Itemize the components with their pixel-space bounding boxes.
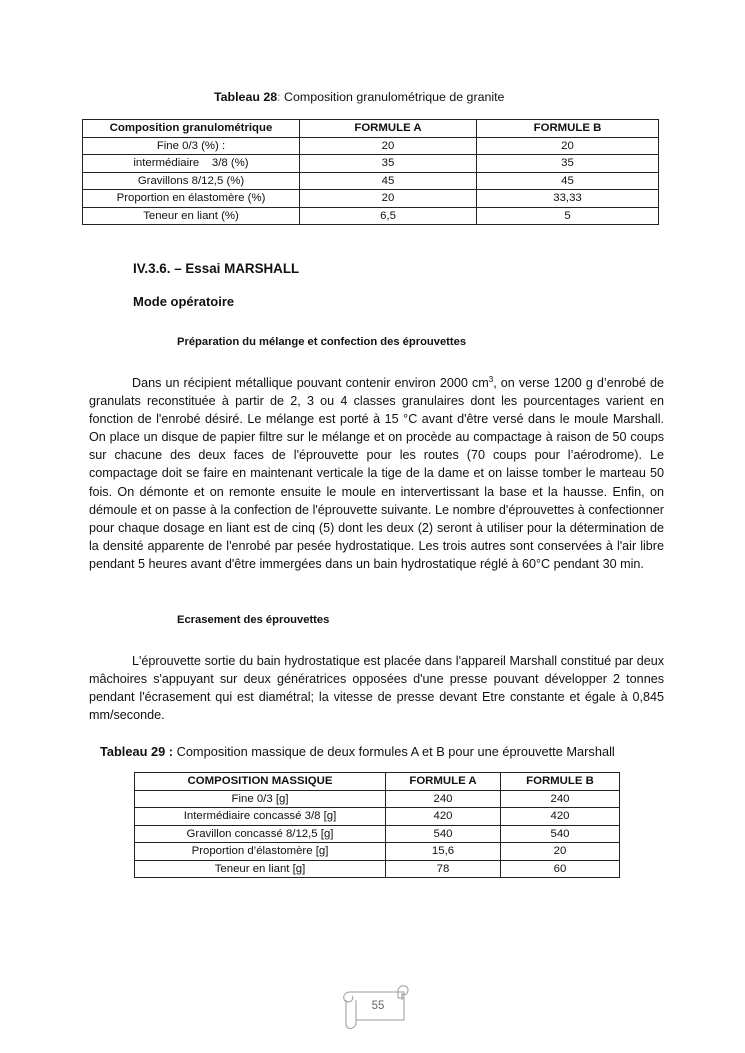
- table-cell: 78: [386, 860, 501, 878]
- table-row: [83, 207, 659, 225]
- paragraph-text: L'éprouvette sortie du bain hydrostatique est placée dans l'appareil Marshall constitué par deux mâchoires s'appuyant sur deux génératrices opposées d'une presse pouvant développer 2 tonnes pendant l'écrasement qui est diamétral; la vitesse de presse devant Etre constante et égale à 0,845 mm/seconde.: [89, 654, 664, 723]
- table-cell: Intermédiaire concassé 3/8 [g]: [135, 808, 386, 826]
- table-cell: 45: [477, 172, 659, 190]
- table-cell: 35: [300, 155, 477, 173]
- table-cell: Fine 0/3 (%) :: [83, 137, 300, 155]
- table-cell: Gravillon concassé 8/12,5 [g]: [135, 825, 386, 843]
- table28: [82, 119, 659, 225]
- paragraph-ecrasement: [89, 652, 664, 724]
- table29: [134, 772, 620, 878]
- table29-caption: [100, 744, 615, 759]
- table-cell: Fine 0/3 [g]: [135, 790, 386, 808]
- table-cell: 33,33: [477, 190, 659, 208]
- table-cell: 20: [300, 190, 477, 208]
- table-cell: 240: [501, 790, 620, 808]
- table-row: [135, 808, 620, 826]
- table29-header-formule-b: FORMULE B: [501, 773, 620, 791]
- table-cell: 60: [501, 860, 620, 878]
- table-cell: 45: [300, 172, 477, 190]
- table29-header-formule-a: FORMULE A: [386, 773, 501, 791]
- table-row: [83, 190, 659, 208]
- table-cell: 420: [501, 808, 620, 826]
- table28-caption-text: Composition granulométrique de granite: [280, 90, 505, 104]
- section-title: IV.3.6. – Essai MARSHALL: [133, 261, 300, 276]
- table-cell: 420: [386, 808, 501, 826]
- table-cell: 35: [477, 155, 659, 173]
- table-row: [135, 860, 620, 878]
- table-row: [135, 825, 620, 843]
- table-cell: Teneur en liant (%): [83, 207, 300, 225]
- table-cell: 5: [477, 207, 659, 225]
- table-cell: 20: [477, 137, 659, 155]
- table-cell: Gravillons 8/12,5 (%): [83, 172, 300, 190]
- table-cell: 15,6: [386, 843, 501, 861]
- table-cell: 540: [386, 825, 501, 843]
- paragraph-preparation: [89, 374, 664, 573]
- table29-header-composition: COMPOSITION MASSIQUE: [135, 773, 386, 791]
- table-cell: Proportion d’élastomère [g]: [135, 843, 386, 861]
- table-cell: 540: [501, 825, 620, 843]
- mode-heading: Mode opératoire: [133, 294, 235, 309]
- page-number: 55: [371, 1000, 385, 1012]
- table29-header-row: [135, 773, 620, 791]
- subheading-ecrasement: Ecrasement des éprouvettes: [177, 614, 330, 626]
- table-cell: 20: [501, 843, 620, 861]
- table28-caption-label: Tableau 28: [214, 90, 278, 104]
- table-cell: Teneur en liant [g]: [135, 860, 386, 878]
- paragraph-text: , on verse 1200 g d’enrobé de granulats reconstituée à partir de 2, 3 ou 4 classes granulaires dont les pourcentages varient en fonction de l'enrobé désiré. Le mélange est porté à 15 °C avant d'être versé dans le moule Marshall. On place un disque de papier filtre sur le mélange et on procède au compactage à raison de 50 coups sur chacune des deux faces de l'éprouvette pour les routes (70 coups pour l’aérodrome). Le compactage doit se faire en maintenant verticale la tige de la dame et on laisse tomber le marteau 50 fois. On démonte et on remonte ensuite le moule en intervertissant la base et la hausse. Enfin, on démoule et on passe à la confection de l'éprouvette suivante. Le nombre d'éprouvettes à confectionner pour chaque dosage en liant est de cinq (5) dont les deux (2) seront à utiliser pour la détermination de la densité apparente de l'enrobé par pesée hydrostatique. Les trois autres sont conservées à l'air libre pendant 5 heures avant d'être immergées dans un bain hydrostatique réglé à 60°C pendant 30 min.: [89, 376, 664, 571]
- table-cell: 20: [300, 137, 477, 155]
- table29-caption-label: Tableau 29 :: [100, 744, 174, 759]
- table-row: [135, 843, 620, 861]
- table-row: [135, 790, 620, 808]
- paragraph-text: Dans un récipient métallique pouvant contenir environ 2000 cm: [132, 376, 489, 390]
- table28-caption-separator: :: [277, 90, 281, 104]
- table-row: [83, 172, 659, 190]
- superscript: 3: [488, 374, 494, 384]
- subheading-preparation: Préparation du mélange et confection des éprouvettes: [177, 336, 467, 348]
- table-cell: 6,5: [300, 207, 477, 225]
- page-footer: [338, 980, 410, 1032]
- table28-caption: [214, 90, 504, 104]
- table28-header-formule-b: FORMULE B: [477, 120, 659, 138]
- table29-caption-text: Composition massique de deux formules A et B pour une éprouvette Marshall: [173, 744, 615, 759]
- table28-header-composition: Composition granulométrique: [83, 120, 300, 138]
- table28-header-row: [83, 120, 659, 138]
- table28-header-formule-a: FORMULE A: [300, 120, 477, 138]
- table-cell: intermédiaire 3/8 (%): [83, 155, 300, 173]
- table-row: [83, 155, 659, 173]
- table-cell: 240: [386, 790, 501, 808]
- table-cell: Proportion en élastomère (%): [83, 190, 300, 208]
- table-row: [83, 137, 659, 155]
